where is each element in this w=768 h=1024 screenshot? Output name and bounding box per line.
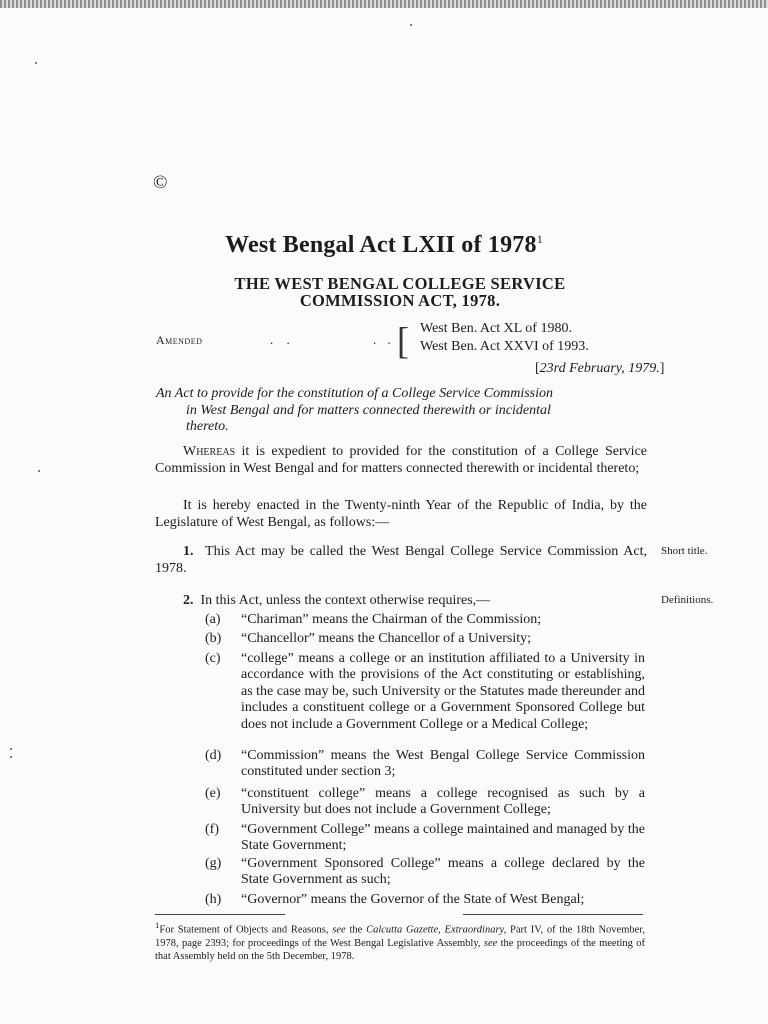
copyright-mark: © — [153, 172, 168, 193]
definition-item — [205, 786, 645, 819]
subtitle-line-1: THE WEST BENGAL COLLEGE SERVICE — [234, 274, 566, 293]
amending-act: West Ben. Act XXVI of 1993. — [420, 339, 589, 354]
definition-label: (e) — [205, 786, 221, 801]
section-2 — [155, 593, 647, 610]
definition-text: “Commission” means the West Bengal College Service Commission constituted under section 3; — [241, 748, 645, 780]
footnote-text: For Statement of Objects and Reasons, — [159, 924, 333, 936]
preamble-whereas — [155, 444, 647, 477]
definition-item — [205, 651, 645, 733]
margin-note-definitions: Definitions. — [661, 594, 714, 606]
definition-label: (g) — [205, 856, 222, 871]
footnote-mark: 1 — [155, 920, 160, 930]
definition-text: “college” means a college or an institution affiliated to a University in accordance with the provisions of the Act constituting or establishing, as the case may be, such University or the Statutes made thereunder and includes a constituent college or a Government Sponsored College but does not include a Government College or a Medical College; — [241, 651, 645, 732]
amending-acts-list — [420, 320, 589, 356]
definition-text: “Government College” means a college maintained and managed by the State Government; — [241, 822, 645, 854]
definition-item — [205, 856, 645, 889]
amended-label: Amended — [156, 333, 203, 347]
section-text: In this Act, unless the context otherwise requires,— — [200, 593, 491, 608]
footnote-see: see — [332, 924, 346, 936]
definition-label: (a) — [205, 612, 221, 627]
leader-dots: . . — [270, 332, 295, 347]
section-1 — [155, 544, 647, 577]
whereas-text: it is expedient to provided for the constitution of a College Service Commission in West Bengal and for matters connected therewith or incidental thereto; — [155, 444, 647, 476]
definition-label: (b) — [205, 631, 222, 646]
enacting-clause: It is hereby enacted in the Twenty-ninth Year of the Republic of India, by the Legislature of West Bengal, as follows:— — [155, 498, 647, 530]
definition-text: “constituent college” means a college recognised as such by a University but does not include a Government College; — [241, 786, 645, 818]
definition-label: (f) — [205, 822, 219, 837]
definition-item — [205, 822, 645, 855]
leader-dots: . . — [373, 332, 395, 347]
scan-speck — [38, 470, 40, 472]
definition-label: (h) — [205, 892, 222, 907]
definition-item — [205, 612, 645, 628]
section-text: This Act may be called the West Bengal College Service Commission Act, 1978. — [155, 544, 648, 576]
section-number: 2. — [183, 593, 194, 608]
act-subtitle — [0, 275, 768, 309]
definition-label: (d) — [205, 748, 222, 763]
subtitle-line-2: COMMISSION ACT, 1978. — [299, 291, 501, 310]
definition-item — [205, 748, 645, 781]
footnote-text: Part IV, of the 18th November, 1978, page 2393; for proceedings of the West Bengal Legislative Assembly, — [155, 924, 645, 949]
long-title-line: An Act to provide for the constitution of a College Service Commission — [156, 386, 554, 401]
definition-item — [205, 892, 645, 908]
definition-text: “Chancellor” means the Chancellor of a University; — [241, 631, 532, 646]
footnote-text: the proceedings of the meeting of that Assembly held on the 5th December, 1978. — [155, 937, 645, 962]
assent-date-text: 23rd February, 1979. — [539, 361, 660, 376]
assent-date: [23rd February, 1979.] — [535, 361, 665, 376]
bracket-icon: [ — [397, 320, 409, 362]
long-title — [156, 386, 648, 436]
definition-item — [205, 631, 645, 647]
footnote-see: see — [483, 937, 498, 949]
definition-text: “Chariman” means the Chairman of the Commission; — [241, 612, 542, 627]
scan-speck — [10, 756, 12, 758]
margin-note-short-title: Short title. — [661, 545, 708, 557]
act-title-text: West Bengal Act LXII of 1978 — [225, 232, 537, 258]
section-number: 1. — [183, 544, 194, 559]
definition-text: “Government Sponsored College” means a college declared by the State Government as such; — [241, 856, 645, 888]
definition-text: “Governor” means the Governor of the State of West Bengal; — [241, 892, 585, 907]
footnote — [155, 919, 645, 963]
scan-speck — [410, 24, 412, 26]
footnote-rule — [155, 914, 285, 915]
whereas-lead: Whereas — [183, 444, 236, 459]
amending-act: West Ben. Act XL of 1980. — [420, 321, 572, 336]
footnote-text: the — [345, 924, 367, 936]
title-footnote-mark: 1 — [536, 232, 543, 246]
scan-top-edge — [0, 0, 768, 8]
definition-label: (c) — [205, 651, 221, 666]
scan-speck — [35, 62, 37, 64]
scan-speck — [10, 748, 12, 750]
footnote-rule — [463, 914, 643, 915]
long-title-line: in West Bengal and for matters connected therewith or incidental — [186, 402, 551, 418]
act-title — [0, 232, 768, 259]
long-title-line: thereto. — [186, 419, 229, 434]
footnote-gazette: Calcutta Gazette, Extraordinary, — [366, 924, 507, 936]
